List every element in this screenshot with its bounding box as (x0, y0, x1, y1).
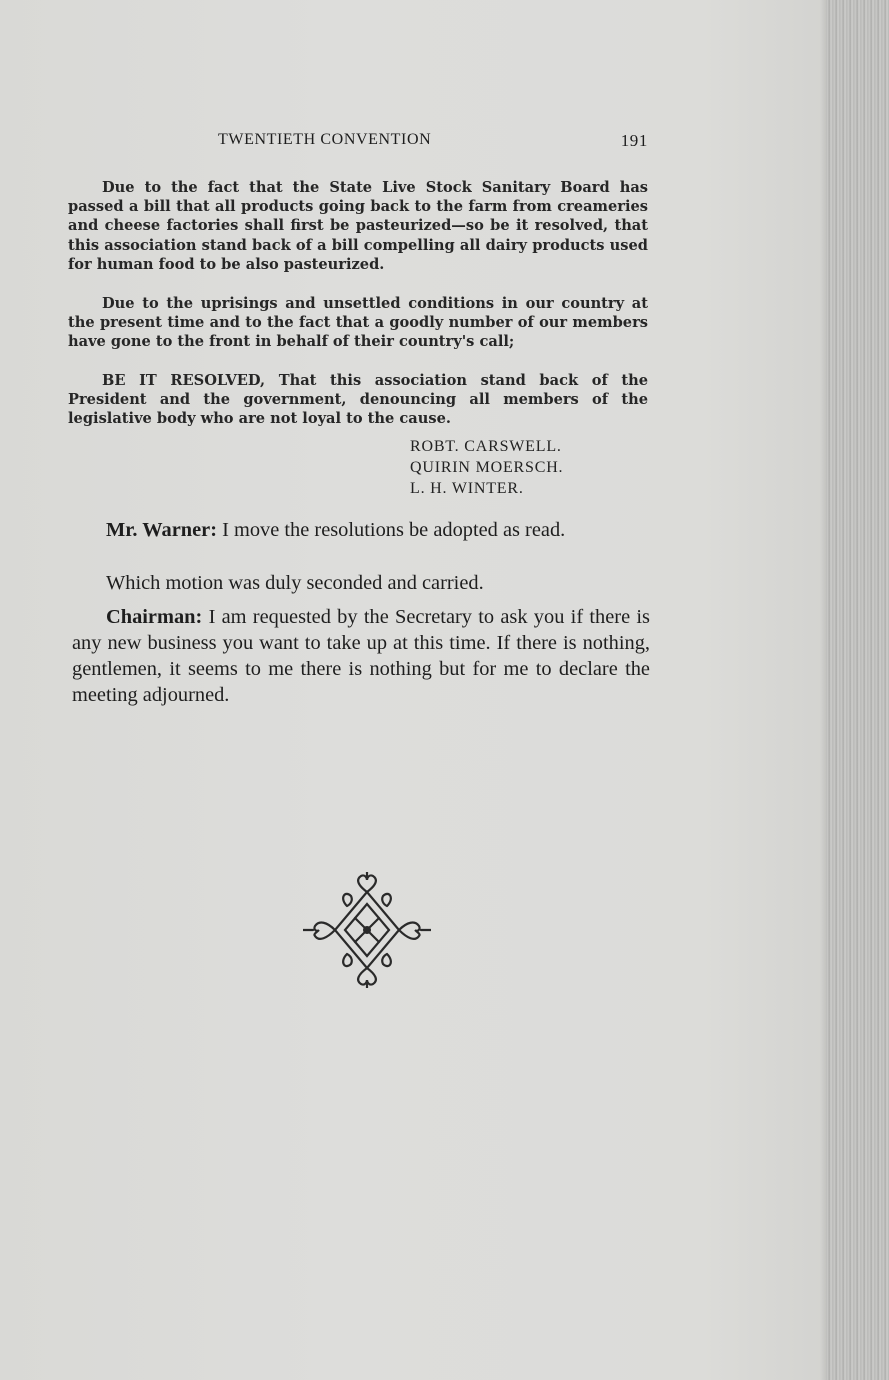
speech-text: I am requested by the Secretary to ask you if there is any new business you want to take up at this time. If there is nothing, gentlemen, it seems to me there is nothing but for me to declare the meeting adjourned. (72, 606, 650, 706)
speaker-label: Mr. Warner: (106, 519, 217, 541)
resolution-paragraph (68, 294, 648, 352)
proceedings-paragraph (72, 517, 650, 543)
signer-name: L. H. WINTER. (410, 480, 524, 497)
signer-name: QUIRIN MOERSCH. (410, 459, 564, 476)
speaker-label: Chairman: (106, 606, 203, 628)
page-number: 191 (620, 131, 648, 150)
committee-signatures (410, 436, 563, 499)
resolution-preamble: Due to the uprisings and unsettled conditions in our country at the present time and to the fact that a goodly number of our members have gone to the front in behalf of their country's call; (68, 295, 648, 351)
floral-ornament-icon (303, 872, 431, 988)
resolution-paragraph (68, 371, 648, 429)
resolution-pasteurization: Due to the fact that the State Live Stock Sanitary Board has passed a bill that all products going back to the farm from creameries and cheese factories shall first be pasteurized—so be it resolved, that this association stand back of a bill compelling all dairy products used for human food to be also pasteurized. (68, 179, 648, 273)
running-title: TWENTIETH CONVENTION (218, 131, 432, 148)
book-page-edges (826, 0, 889, 1380)
running-header (218, 131, 648, 155)
proceedings-paragraph (72, 604, 650, 708)
proceedings-paragraph (72, 570, 650, 596)
speech-text: Which motion was duly seconded and carried. (106, 572, 484, 594)
resolution-loyalty: BE IT RESOLVED, That this association stand back of the President and the government, denouncing all members of the legislative body who are not loyal to the cause. (68, 372, 648, 428)
speech-text: I move the resolutions be adopted as read. (222, 519, 566, 541)
resolution-paragraph (68, 178, 648, 274)
signer-name: ROBT. CARSWELL. (410, 438, 562, 455)
